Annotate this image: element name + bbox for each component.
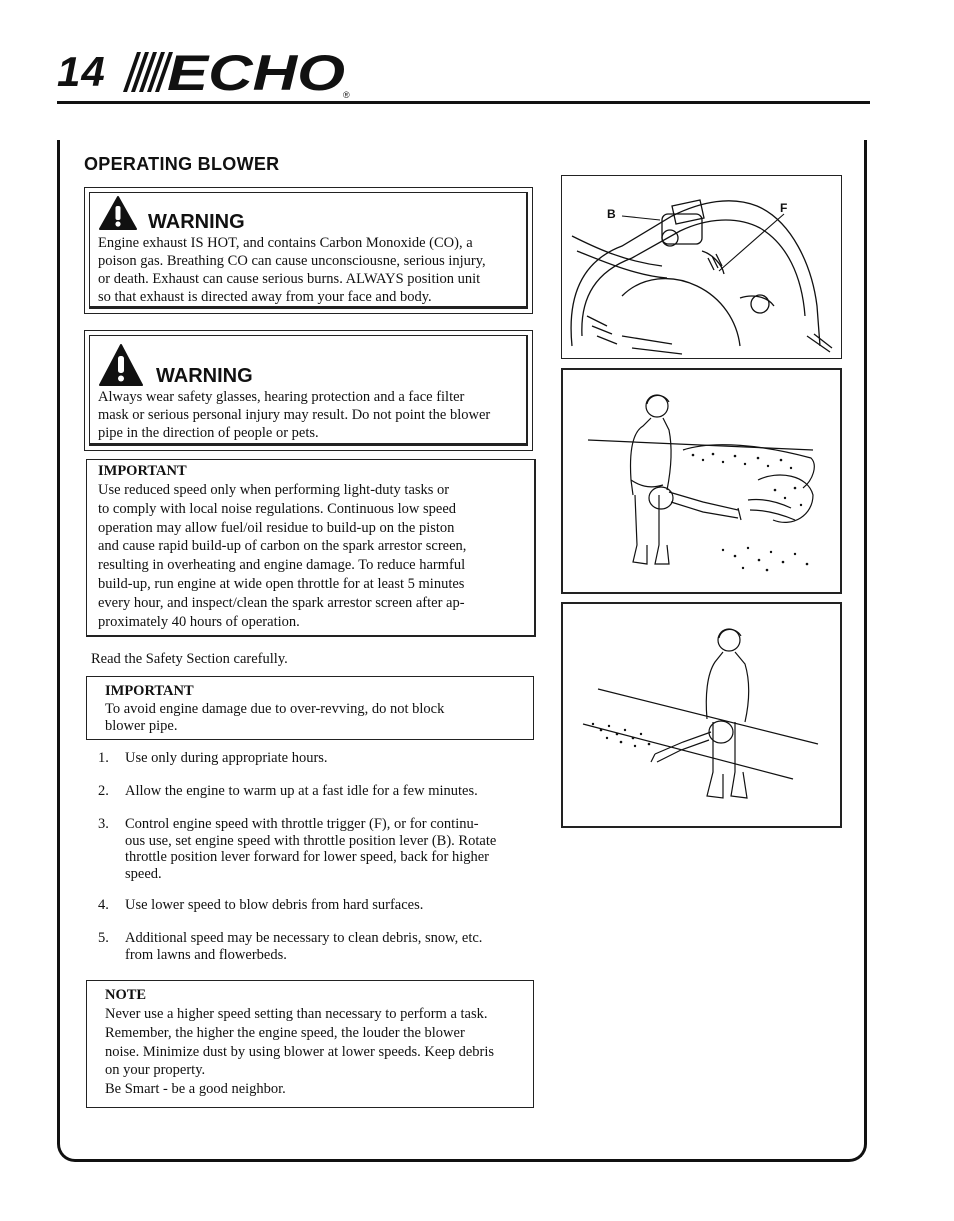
label-b: B [607, 207, 616, 221]
blowing-hard-surface-figure [561, 368, 842, 594]
important-text: Use reduced speed only when performing light-duty tasks or to comply with local noise regulations. Continuous low speed operation may allow fuel/oil residue to build-up on the piston and cause rapid build-up of carbon on the spark arrestor screen, resulting in overheating and engine damage. To reduce harmful build-up, run engine at wide open throttle for at least 5 minutes every hour, and inspect/clean the spark arrestor screen after ap- proximately 40 hours of operation. [98, 482, 467, 630]
warning-heading: WARNING [156, 365, 253, 387]
echo-logo [115, 44, 355, 100]
warning-box-ppe [84, 330, 533, 451]
important-heading: IMPORTANT [105, 683, 194, 699]
warning-text: Engine exhaust IS HOT, and contains Carbon Monoxide (CO), a poison gas. Breathing CO can cause unconsciousne, serious injury, or death. Exhaust can cause serious burns. ALWAYS position unit so that exhaust is directed away from your face and body. [98, 235, 486, 305]
warning-box-exhaust [84, 187, 533, 314]
label-f: F [780, 201, 788, 215]
header-rule [57, 101, 870, 104]
warning-heading: WARNING [148, 211, 245, 233]
important-box-reduced-speed [86, 459, 536, 637]
warning-triangle-icon [98, 343, 144, 387]
note-box [86, 980, 534, 1108]
page-number: 14 [57, 48, 106, 95]
important-text: To avoid engine damage due to over-revving, do not block blower pipe. [105, 701, 445, 734]
important-heading: IMPORTANT [98, 463, 187, 479]
section-title: OPERATING BLOWER [84, 154, 280, 174]
warning-text: Always wear safety glasses, hearing protection and a face filter mask or serious personal injury may result. Do not point the blower pipe in the direction of people or pets. [98, 389, 491, 441]
warning-triangle-icon [98, 195, 138, 231]
read-safety-text: Read the Safety Section carefully. [91, 651, 288, 667]
note-heading: NOTE [105, 987, 147, 1003]
operator-lawn-drawing [563, 604, 840, 826]
important-box-over-revving [86, 676, 534, 740]
blowing-lawn-figure [561, 602, 842, 828]
brand-wordmark: ECHO [167, 45, 346, 100]
note-text: Never use a higher speed setting than necessary to perform a task. Remember, the higher the engine speed, the louder the blower noise. Minimize dust by using blower at lower speeds. Keep debris on your property. Be Smart - be a good neighbor. [105, 1006, 495, 1098]
operator-hard-surface-drawing [563, 370, 840, 592]
throttle-control-figure [561, 175, 842, 359]
svg-text:®: ® [343, 90, 350, 100]
blower-closeup-drawing [562, 176, 842, 359]
